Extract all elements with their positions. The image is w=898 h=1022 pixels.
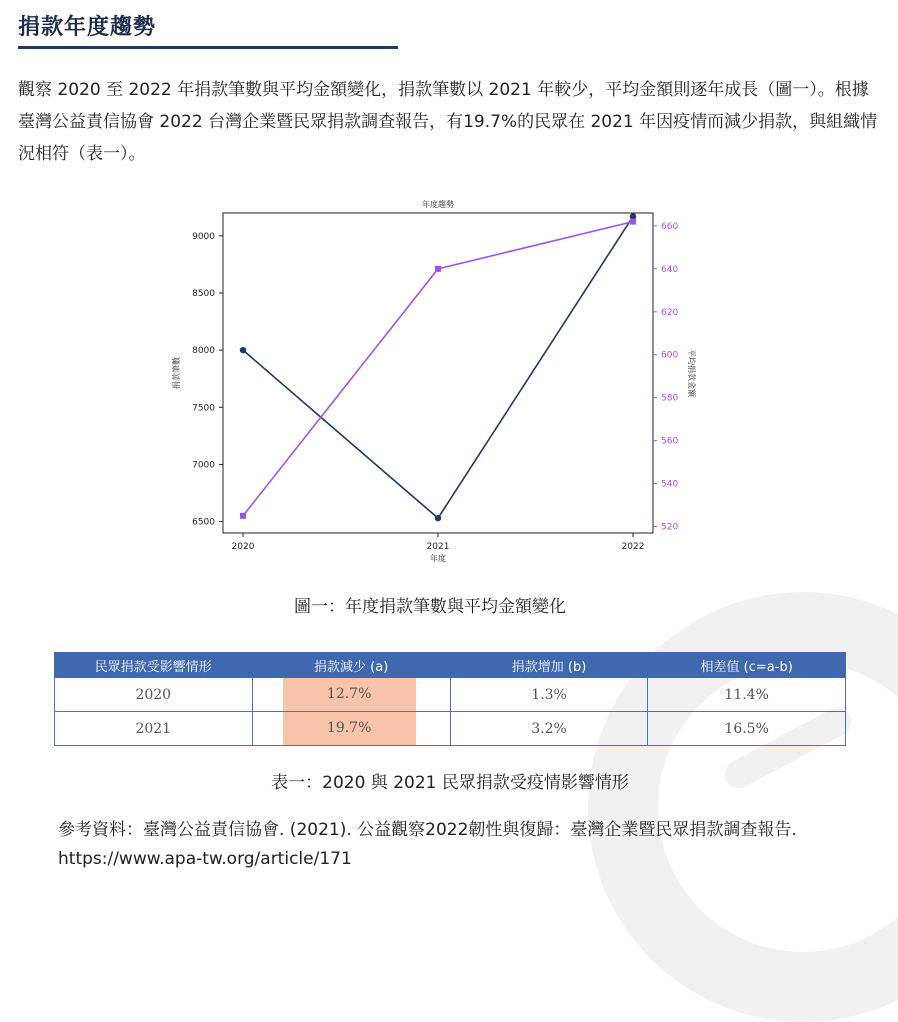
table-cell-diff: 16.5% [648, 712, 846, 746]
figure-caption: 圖一：年度捐款筆數與平均金額變化 [294, 597, 566, 617]
table-header-cell: 民眾捐款受影響情形 [55, 653, 253, 678]
left-y-tick-label: 7500 [192, 403, 215, 414]
x-tick-label: 2022 [621, 542, 645, 552]
left-y-tick-label: 8000 [192, 346, 215, 357]
right-y-tick-label: 640 [661, 264, 679, 275]
right-y-tick-label: 620 [661, 307, 679, 318]
table-cell-increase: 1.3% [450, 678, 648, 712]
table-cell-diff: 11.4% [648, 678, 846, 712]
series-line-1 [243, 216, 633, 518]
highlight-box [283, 678, 416, 711]
right-y-tick-label: 520 [661, 522, 679, 533]
table-cell-year: 2020 [55, 678, 253, 712]
reference-text: 參考資料：臺灣公益責信協會. (2021). 公益觀察2022韌性與復歸：臺灣企業暨民眾捐款調查報告. https://www.apa-tw.org/article/171 [58, 820, 797, 869]
series-line-2 [243, 222, 633, 516]
table-cell-year: 2021 [55, 712, 253, 746]
plot-frame [223, 213, 653, 533]
series-2-point [630, 219, 636, 225]
series-1-point [240, 347, 246, 353]
table-cell-increase: 3.2% [450, 712, 648, 746]
table-header-row [55, 653, 846, 678]
chart-title: 年度趨勢 [422, 200, 454, 209]
trend-chart [165, 195, 695, 570]
left-y-tick-label: 9000 [192, 231, 215, 242]
table-header-cell: 相差值 (c=a-b) [648, 653, 846, 678]
table-header-cell: 捐款減少 (a) [252, 653, 450, 678]
left-y-tick-label: 8500 [192, 289, 215, 299]
series-1-point [435, 515, 441, 521]
series-2-point [435, 266, 441, 272]
page-heading: 捐款年度趨勢 [18, 15, 157, 40]
table-cell-decrease-value: 12.7% [326, 686, 372, 702]
table-row [55, 712, 846, 746]
left-y-tick-label: 6500 [192, 517, 215, 528]
heading-underline [18, 46, 398, 49]
table-caption: 表一：2020 與 2021 民眾捐款受疫情影響情形 [271, 773, 629, 793]
left-y-tick-label: 7000 [192, 460, 215, 471]
right-y-tick-label: 560 [661, 436, 679, 447]
body-paragraph: 觀察 2020 至 2022 年捐款筆數與平均金額變化，捐款筆數以 2021 年較少，平均金額則逐年成長（圖一）。根據臺灣公益責信協會 2022 台灣企業暨民眾捐款調查報告，有19.7%的民眾在 2021 年因疫情而減少捐款，與組織情況相符（表一）。 [18, 80, 878, 164]
highlight-box [283, 712, 416, 745]
x-axis-label: 年度 [430, 554, 446, 563]
x-tick-label: 2021 [426, 542, 450, 552]
right-y-axis-label: 平均捐款金額 [687, 349, 696, 397]
right-y-tick-label: 660 [661, 221, 679, 232]
right-y-tick-label: 580 [661, 393, 679, 404]
right-y-tick-label: 540 [661, 479, 679, 490]
x-tick-label: 2020 [231, 542, 255, 552]
right-y-tick-label: 600 [661, 350, 679, 361]
impact-table [54, 652, 846, 746]
table-cell-decrease-value: 19.7% [326, 720, 372, 736]
table-row [55, 678, 846, 712]
trend-chart-svg [165, 195, 695, 570]
series-2-point [240, 513, 246, 519]
table-cell-decrease [252, 678, 450, 712]
table-header-cell: 捐款增加 (b) [450, 653, 648, 678]
table-cell-decrease [252, 712, 450, 746]
left-y-axis-label: 捐款筆數 [172, 357, 181, 389]
